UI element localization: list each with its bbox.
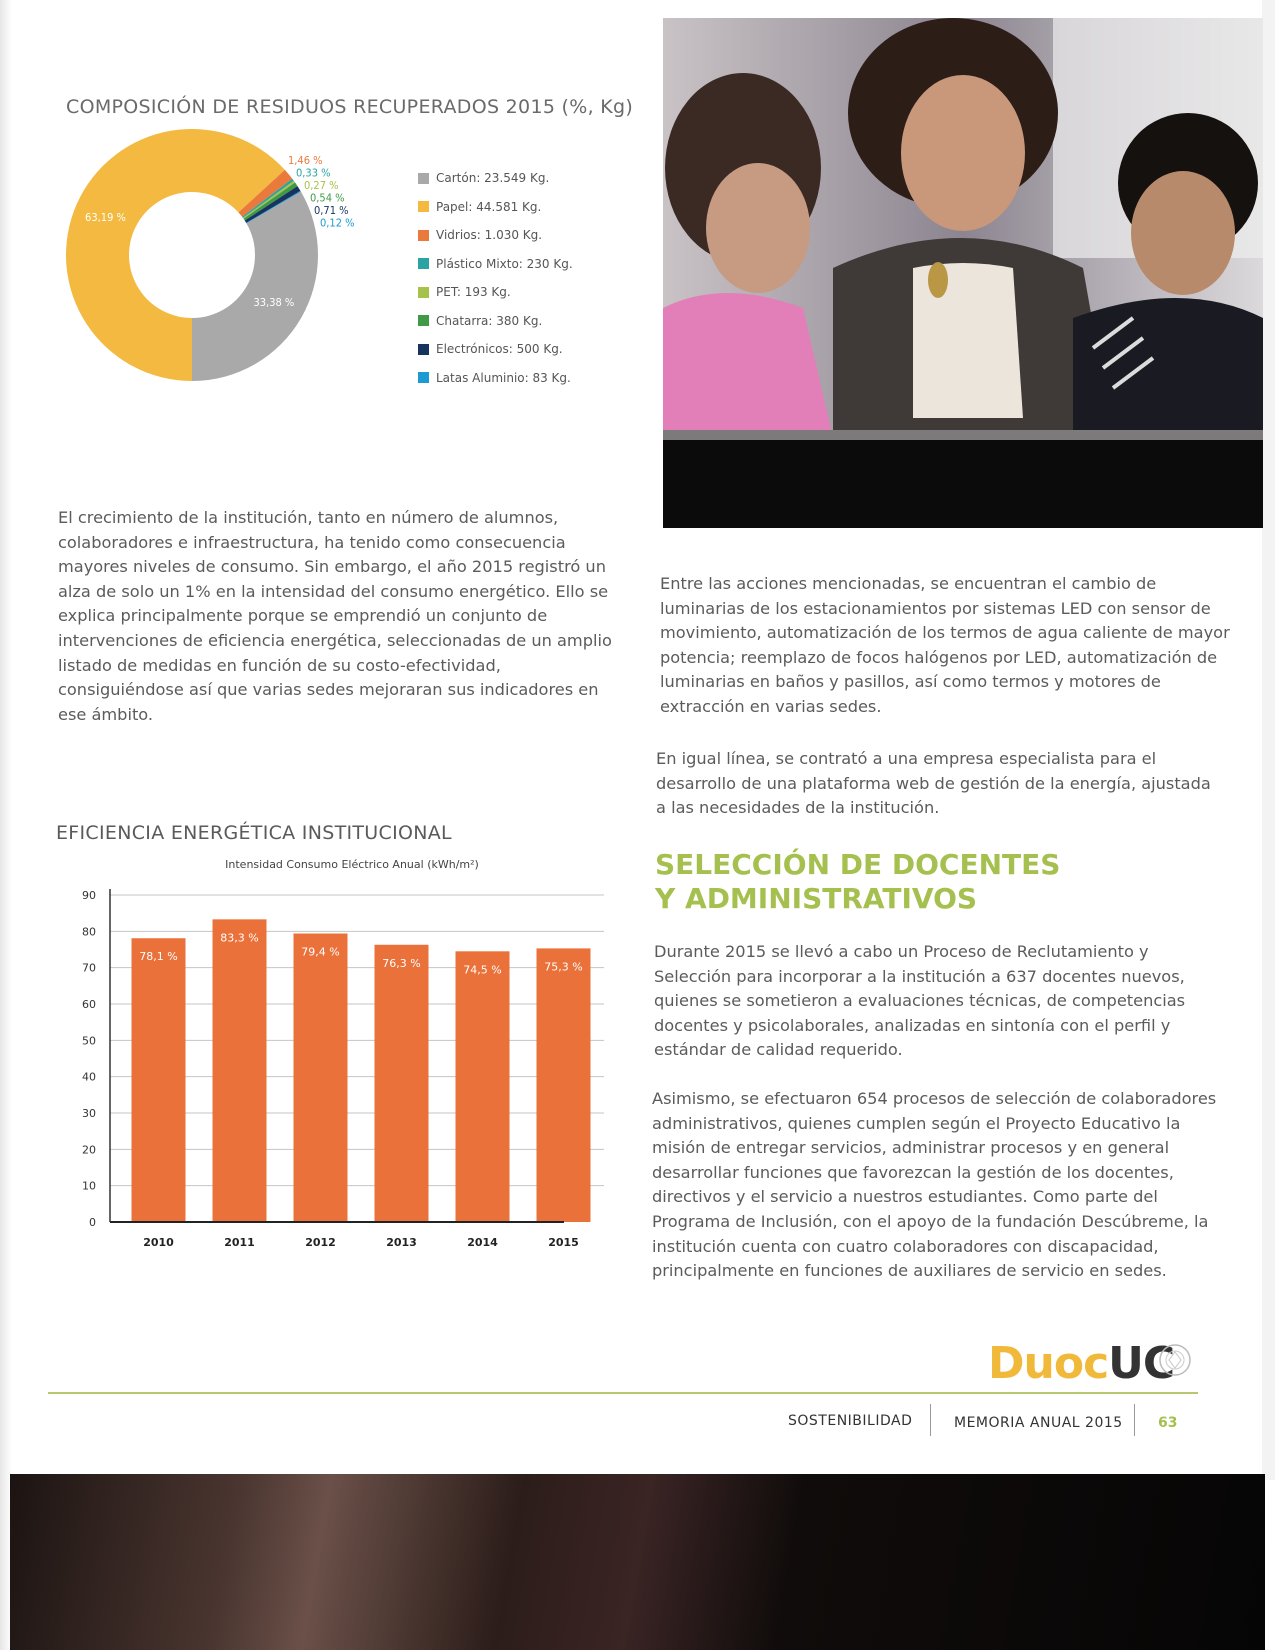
logo-uc-text: UC [1108, 1338, 1175, 1389]
x-tick-label: 2013 [386, 1236, 417, 1249]
pie-label-chatarra: 0,54 % [310, 191, 345, 205]
legend-item-pet [418, 278, 573, 307]
y-tick-label: 80 [82, 925, 96, 939]
y-tick-label: 90 [82, 889, 96, 902]
pie-label-carton: 33,38 % [253, 296, 295, 310]
footer-divider [1134, 1404, 1135, 1436]
bar-value-label: 75,3 % [544, 960, 583, 974]
paragraph-energy-platform: En igual línea, se contrató a una empresa especialista para el desarrollo de una plataforma web de gestión de la energía, ajustada a las necesidades de la institución. [656, 749, 1211, 818]
pie-label-papel: 63,19 % [85, 210, 126, 224]
bar-chart-title: EFICIENCIA ENERGÉTICA INSTITUCIONAL [56, 822, 452, 844]
legend-label: Plástico Mixto: 230 Kg. [436, 256, 573, 271]
pie-label-pet: 0,27 % [304, 179, 339, 192]
page-edge-shadow [0, 0, 12, 1650]
y-tick-label: 20 [82, 1143, 96, 1157]
bar-2015 [537, 948, 591, 1222]
legend-item-papel [418, 193, 573, 222]
bar-chart-subtitle: Intensidad Consumo Eléctrico Anual (kWh/m²) [225, 858, 479, 871]
footer-rule [48, 1392, 1198, 1394]
legend-label: Papel: 44.581 Kg. [436, 199, 542, 214]
legend-item-electronicos [418, 335, 573, 364]
paragraph-teacher-recruitment: Durante 2015 se llevó a cabo un Proceso de Reclutamiento y Selección para incorporar a la institución a 637 docentes nuevos, quienes se sometieron a evaluaciones técnicas, de competencias docentes y psicolaborales, analizadas en sintonía con el perfil y estándar de calidad requerido. [654, 942, 1186, 1060]
legend-swatch [418, 201, 429, 212]
pie-chart [40, 125, 400, 410]
students-photo [663, 18, 1263, 528]
seal-icon [1158, 1340, 1192, 1380]
y-tick-label: 30 [82, 1107, 96, 1120]
legend-swatch [418, 230, 429, 241]
legend-label: Cartón: 23.549 Kg. [436, 171, 550, 186]
bar-2012 [294, 934, 348, 1222]
legend-swatch [418, 344, 429, 355]
heading-line-1: SELECCIÓN DE DOCENTES [655, 848, 1061, 881]
x-tick-label: 2011 [224, 1236, 255, 1249]
legend-label: Chatarra: 380 Kg. [436, 313, 543, 328]
legend-item-latas-aluminio [418, 364, 573, 393]
bar-value-label: 74,5 % [463, 963, 502, 977]
y-tick-label: 50 [82, 1034, 96, 1048]
legend-swatch [418, 287, 429, 298]
section-heading-staff-selection [655, 848, 1060, 916]
page-number: 63 [1158, 1415, 1178, 1431]
legend-item-plastico-mixto [418, 250, 573, 279]
x-tick-label: 2014 [467, 1236, 498, 1249]
next-page-photo-strip [10, 1474, 1265, 1650]
bar-2014 [456, 951, 510, 1222]
legend-swatch [418, 258, 429, 269]
legend-swatch [418, 315, 429, 326]
bar-2013 [375, 945, 429, 1222]
bar-chart [72, 850, 612, 1250]
legend-swatch [418, 372, 429, 383]
y-tick-label: 10 [82, 1179, 96, 1193]
duoc-uc-logo [988, 1338, 1174, 1389]
bar-value-label: 83,3 % [220, 931, 259, 945]
paragraph-energy-actions: Entre las acciones mencionadas, se encuentran el cambio de luminarias de los estacionamientos por sistemas LED con sensor de movimiento, automatización de los termos de agua caliente de mayor potencia; reemplazo de focos halógenos por LED, automatización de luminarias en baños y pasillos, así como termos y motores de extracción en varias sedes. [660, 574, 1230, 716]
y-tick-label: 0 [89, 1216, 96, 1229]
footer-section-label: SOSTENIBILIDAD [788, 1413, 913, 1429]
bar-value-label: 79,4 % [301, 945, 340, 959]
bar-value-label: 76,3 % [382, 956, 421, 970]
paragraph-energy-growth: El crecimiento de la institución, tanto en número de alumnos, colaboradores e infraestructura, ha tenido como consecuencia mayores niveles de consumo. Sin embargo, el año 2015 registró un alza de solo un 1% en la intensidad del consumo energético. Ello se explica principalmente porque se emprendió un conjunto de intervenciones de eficiencia energética, seleccionadas de un amplio listado de medidas en función de su costo-efectividad, consiguiéndose así que varias sedes mejoraran sus indicadores en ese ámbito. [58, 508, 612, 724]
pie-label-latas-aluminio: 0,12 % [320, 216, 355, 230]
legend-label: Latas Aluminio: 83 Kg. [436, 370, 571, 385]
legend-label: Vidrios: 1.030 Kg. [436, 228, 543, 243]
x-tick-label: 2012 [305, 1236, 336, 1249]
bar-2010 [132, 938, 186, 1222]
legend-label: PET: 193 Kg. [436, 285, 511, 300]
logo-duoc-text: Duoc [988, 1338, 1109, 1389]
heading-line-2: Y ADMINISTRATIVOS [655, 882, 978, 915]
legend-item-chatarra [418, 307, 573, 336]
footer-report-label: MEMORIA ANUAL 2015 [954, 1415, 1123, 1431]
page-edge-right [1262, 0, 1275, 1480]
pie-label-plastico-mixto: 0,33 % [296, 166, 331, 180]
paragraph-admin-selection: Asimismo, se efectuaron 654 procesos de selección de colaboradores administrativos, quienes cumplen según el Proyecto Educativo la misión de entregar servicios, administrar procesos y en general desarrollar funciones que favorezcan la gestión de los docentes, directivos y el servicio a nuestros estudiantes. Como parte del Programa de Inclusión, con el apoyo de la fundación Descúbreme, la institución cuenta con cuatro colaboradores con discapacidad, principalmente en funciones de auxiliares de servicio en sedes. [652, 1089, 1217, 1281]
legend-swatch [418, 173, 429, 184]
legend-label: Electrónicos: 500 Kg. [436, 342, 563, 357]
y-tick-label: 40 [82, 1070, 96, 1084]
bar-value-label: 78,1 % [139, 950, 178, 964]
pie-label-vidrios: 1,46 % [288, 154, 323, 167]
pie-chart-title: COMPOSICIÓN DE RESIDUOS RECUPERADOS 2015 (%, Kg) [66, 96, 634, 118]
legend-item-carton [418, 164, 573, 193]
x-tick-label: 2015 [548, 1236, 579, 1249]
pie-label-electronicos: 0,71 % [314, 204, 349, 217]
y-tick-label: 70 [82, 961, 96, 975]
legend-item-vidrios [418, 221, 573, 250]
bar-2011 [213, 919, 267, 1222]
pie-legend [418, 164, 573, 392]
y-tick-label: 60 [82, 998, 96, 1011]
pie-slice-carton [192, 192, 318, 381]
footer-divider [930, 1404, 931, 1436]
x-tick-label: 2010 [143, 1236, 174, 1249]
